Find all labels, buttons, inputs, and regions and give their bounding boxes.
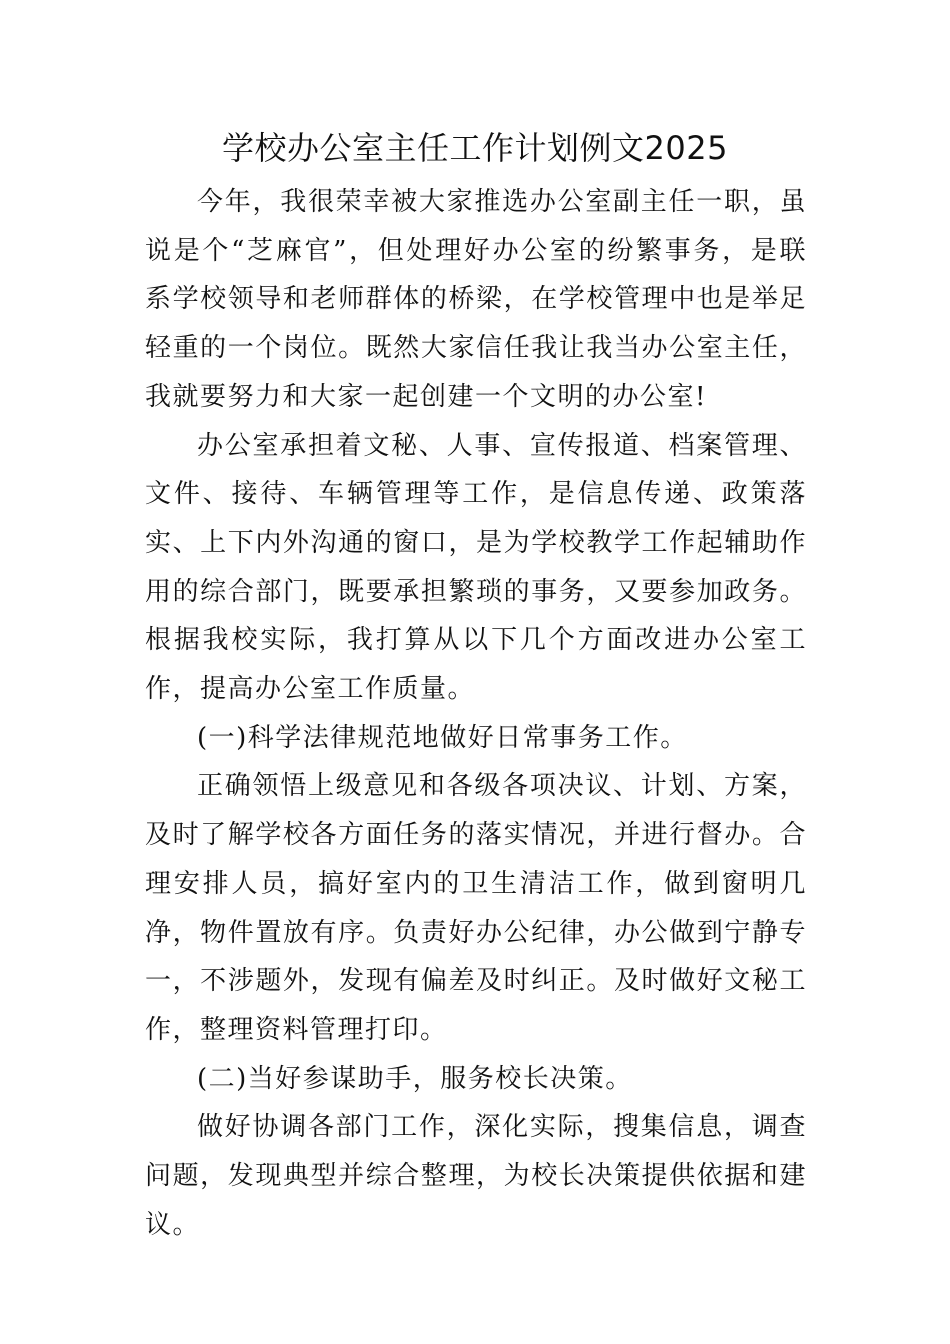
paragraph-daily-affairs: 正确领悟上级意见和各级各项决议、计划、方案，及时了解学校各方面任务的落实情况，并进行督办。合理安排人员，搞好室内的卫生清洁工作，做到窗明几净，物件置放有序。负责好办公纪律，办公做到宁静专一，不涉题外，发现有偏差及时纠正。及时做好文秘工作，整理资料管理打印。 — [145, 771, 807, 1045]
document-title: 学校办公室主任工作计划例文2025 — [222, 129, 728, 167]
document-body — [145, 178, 807, 1249]
paragraph-office-duties: 办公室承担着文秘、人事、宣传报道、档案管理、文件、接待、车辆管理等工作，是信息传递、政策落实、上下内外沟通的窗口，是为学校教学工作起辅助作用的综合部门，既要承担繁琐的事务，又要参加政务。根据我校实际，我打算从以下几个方面改进办公室工作，提高办公室工作质量。 — [145, 430, 807, 705]
paragraph-advisor: 做好协调各部门工作，深化实际，搜集信息，调查问题，发现典型并综合整理，为校长决策提供依据和建议。 — [145, 1112, 807, 1240]
paragraph-intro: 今年，我很荣幸被大家推选办公室副主任一职，虽说是个“芝麻官”，但处理好办公室的纷繁事务，是联系学校领导和老师群体的桥梁，在学校管理中也是举足轻重的一个岗位。既然大家信任我让我当办公室主任，我就要努力和大家一起创建一个文明的办公室! — [145, 187, 807, 412]
section-heading-1: (一)科学法律规范地做好日常事务工作。 — [197, 722, 688, 753]
section-heading-2: (二)当好参谋助手，服务校长决策。 — [197, 1063, 633, 1094]
